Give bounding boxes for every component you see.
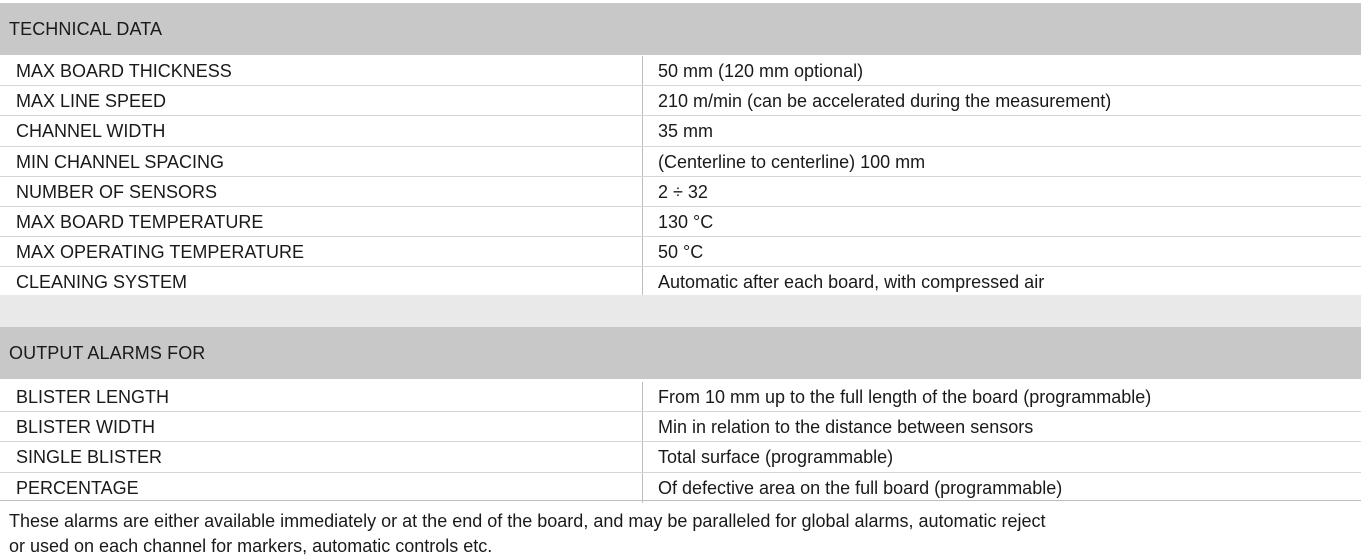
row-value: 50 °C: [658, 242, 704, 263]
column-divider: [642, 382, 643, 411]
row-label: PERCENTAGE: [16, 477, 139, 498]
row-label: CHANNEL WIDTH: [16, 121, 166, 142]
column-divider: [642, 56, 643, 85]
column-divider: [642, 412, 643, 441]
row-value: 35 mm: [658, 121, 714, 142]
note-line: or used on each channel for markers, automatic controls etc.: [9, 536, 493, 556]
column-divider: [642, 177, 643, 206]
column-divider: [642, 237, 643, 266]
row-label: SINGLE BLISTER: [16, 447, 163, 468]
column-divider: [642, 147, 643, 176]
column-divider: [642, 86, 643, 115]
row-value: Min in relation to the distance between sensors: [658, 417, 1034, 438]
row-label: MIN CHANNEL SPACING: [16, 151, 225, 172]
table-row: [0, 86, 1361, 116]
section-spacer: [0, 295, 1361, 327]
row-label: NUMBER OF SENSORS: [16, 181, 218, 202]
output-alarms-table: [0, 382, 1361, 503]
row-label: BLISTER WIDTH: [16, 417, 156, 438]
row-value: (Centerline to centerline) 100 mm: [658, 151, 926, 172]
column-divider: [642, 473, 643, 503]
table-bottom-rule: [0, 500, 1361, 501]
output-alarms-header: OUTPUT ALARMS FOR: [0, 327, 1361, 379]
table-row: [0, 237, 1361, 267]
alarms-note: [9, 509, 1259, 559]
row-value: 130 °C: [658, 211, 714, 232]
table-row: [0, 177, 1361, 207]
table-row: [0, 207, 1361, 237]
technical-data-header: TECHNICAL DATA: [0, 3, 1361, 55]
row-label: CLEANING SYSTEM: [16, 272, 188, 293]
table-row: [0, 412, 1361, 442]
note-line: These alarms are either available immediately or at the end of the board, and may be paralleled for global alarms, automatic reject: [9, 511, 1046, 531]
row-value: 210 m/min (can be accelerated during the measurement): [658, 91, 1112, 112]
row-label: MAX BOARD THICKNESS: [16, 61, 232, 81]
row-label: MAX LINE SPEED: [16, 91, 167, 112]
row-value: 50 mm (120 mm optional): [658, 61, 864, 81]
row-label: MAX BOARD TEMPERATURE: [16, 211, 264, 232]
row-value: Of defective area on the full board (programmable): [658, 477, 1063, 498]
table-row: [0, 382, 1361, 412]
row-value: From 10 mm up to the full length of the board (programmable): [658, 387, 1152, 407]
table-row: [0, 267, 1361, 297]
technical-data-table: [0, 56, 1361, 298]
column-divider: [642, 116, 643, 145]
table-row: [0, 442, 1361, 472]
column-divider: [642, 267, 643, 297]
row-value: 2 ÷ 32: [658, 181, 708, 202]
row-label: MAX OPERATING TEMPERATURE: [16, 242, 305, 263]
row-value: Automatic after each board, with compressed air: [658, 272, 1045, 293]
column-divider: [642, 442, 643, 471]
table-row: [0, 116, 1361, 146]
row-label: BLISTER LENGTH: [16, 387, 170, 407]
row-value: Total surface (programmable): [658, 447, 894, 468]
table-row: [0, 473, 1361, 503]
column-divider: [642, 207, 643, 236]
table-row: [0, 56, 1361, 86]
table-row: [0, 147, 1361, 177]
